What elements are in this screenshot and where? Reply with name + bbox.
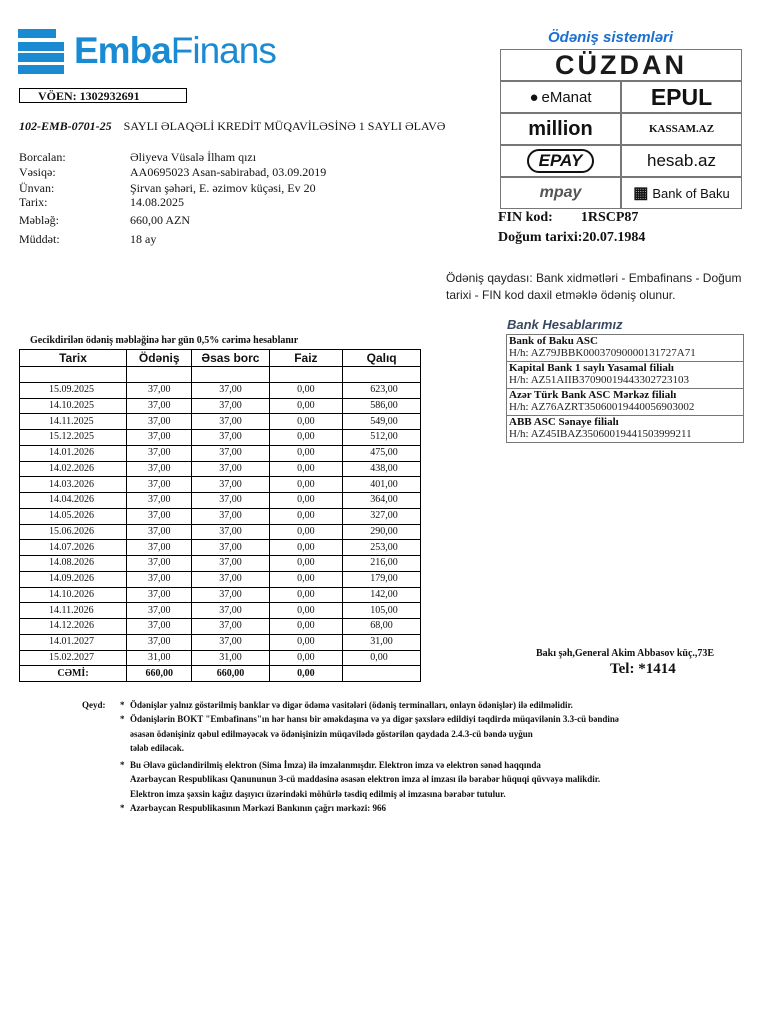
table-cell: 327,00 xyxy=(343,508,421,524)
emanat-logo: ● eManat xyxy=(500,81,621,113)
table-row xyxy=(20,634,421,650)
table-row xyxy=(20,619,421,635)
table-cell: 37,00 xyxy=(192,508,269,524)
table-cell: 37,00 xyxy=(192,524,269,540)
bank-entry: Kapital Bank 1 saylı Yasamal filialı H/h: AZ51AIIB37090019443302723103 xyxy=(507,362,743,389)
table-cell: 290,00 xyxy=(343,524,421,540)
office-address: Bakı şəh,General Akim Abbasov küç.,73E xyxy=(536,648,715,659)
table-cell: 37,00 xyxy=(127,508,192,524)
table-cell: 14.01.2027 xyxy=(20,634,127,650)
table-cell: 68,00 xyxy=(343,619,421,635)
table-cell: 37,00 xyxy=(127,603,192,619)
table-cell: 0,00 xyxy=(269,414,343,430)
table-cell: 512,00 xyxy=(343,430,421,446)
table-cell: 15.06.2026 xyxy=(20,524,127,540)
contract-heading xyxy=(19,119,445,134)
fin-code: FIN kod: 1RSCP87 xyxy=(498,210,639,225)
table-cell: 0,00 xyxy=(269,445,343,461)
table-row xyxy=(20,477,421,493)
table-cell: 37,00 xyxy=(127,382,192,398)
bank-entry: Bank of Baku ASC H/h: AZ79JBBK00037090000131727A71 xyxy=(507,335,743,362)
table-cell: 37,00 xyxy=(192,587,269,603)
table-cell: 253,00 xyxy=(343,540,421,556)
table-cell: 623,00 xyxy=(343,382,421,398)
table-cell: 0,00 xyxy=(269,619,343,635)
table-cell: 37,00 xyxy=(127,619,192,635)
voen-box: VÖEN: 1302932691 xyxy=(19,88,187,103)
col-odenis: Ödəniş xyxy=(127,350,192,367)
table-cell: 37,00 xyxy=(127,556,192,572)
table-cell: 37,00 xyxy=(192,430,269,446)
table-cell: 37,00 xyxy=(127,571,192,587)
table-cell: 14.04.2026 xyxy=(20,493,127,509)
table-row-empty xyxy=(20,367,421,383)
table-cell: 37,00 xyxy=(192,477,269,493)
table-header xyxy=(20,350,421,367)
table-cell: 37,00 xyxy=(127,587,192,603)
table-row xyxy=(20,571,421,587)
table-cell: 475,00 xyxy=(343,445,421,461)
table-cell: 0,00 xyxy=(269,477,343,493)
logo-part1: Emba xyxy=(74,30,171,71)
table-cell: 0,00 xyxy=(269,493,343,509)
table-row xyxy=(20,556,421,572)
table-row xyxy=(20,414,421,430)
table-cell: 0,00 xyxy=(269,634,343,650)
table-cell: 14.01.2026 xyxy=(20,445,127,461)
table-row xyxy=(20,430,421,446)
table-cell: 0,00 xyxy=(269,524,343,540)
table-cell: 142,00 xyxy=(343,587,421,603)
table-cell: 364,00 xyxy=(343,493,421,509)
table-cell: 37,00 xyxy=(192,556,269,572)
table-cell: 14.11.2026 xyxy=(20,603,127,619)
table-row xyxy=(20,524,421,540)
payment-order-text: Ödəniş qaydası: Bank xidmətləri - Embafinans - Doğum tarixi - FIN kod daxil etməklə ödəniş olunur. xyxy=(446,271,742,302)
table-cell: 0,00 xyxy=(269,430,343,446)
table-cell: 0,00 xyxy=(269,571,343,587)
table-cell: 37,00 xyxy=(192,445,269,461)
bank-accounts-title: Bank Hesablarımız xyxy=(507,317,623,332)
bank-of-baku-logo: ▦ Bank of Baku xyxy=(621,177,742,209)
payment-systems-title: Ödəniş sistemləri xyxy=(548,29,674,46)
table-row xyxy=(20,650,421,666)
table-cell: 37,00 xyxy=(192,398,269,414)
col-qaliq: Qalıq xyxy=(343,350,421,367)
logo-mark-icon xyxy=(18,28,64,74)
table-cell: 0,00 xyxy=(269,587,343,603)
table-cell: 37,00 xyxy=(127,398,192,414)
table-cell: 37,00 xyxy=(127,461,192,477)
table-cell: 37,00 xyxy=(192,493,269,509)
table-cell: 14.08.2026 xyxy=(20,556,127,572)
table-cell: 37,00 xyxy=(192,382,269,398)
table-cell: 179,00 xyxy=(343,571,421,587)
bank-accounts-box xyxy=(506,334,744,443)
total-cell: 660,00 xyxy=(192,666,269,682)
table-cell: 401,00 xyxy=(343,477,421,493)
table-cell: 15.02.2027 xyxy=(20,650,127,666)
table-row xyxy=(20,382,421,398)
table-row xyxy=(20,398,421,414)
table-cell: 105,00 xyxy=(343,603,421,619)
table-cell: 14.10.2026 xyxy=(20,587,127,603)
telephone: Tel: *1414 xyxy=(610,661,676,677)
table-cell: 0,00 xyxy=(269,508,343,524)
table-row xyxy=(20,540,421,556)
table-cell: 14.07.2026 xyxy=(20,540,127,556)
table-cell: 37,00 xyxy=(192,461,269,477)
table-cell: 37,00 xyxy=(127,445,192,461)
payment-schedule-table xyxy=(19,349,421,682)
payment-systems-grid xyxy=(500,49,742,209)
logo-part2: Finans xyxy=(170,30,276,71)
table-cell: 0,00 xyxy=(269,650,343,666)
logo-text xyxy=(74,28,276,74)
table-cell: 37,00 xyxy=(192,634,269,650)
table-cell: 549,00 xyxy=(343,414,421,430)
table-cell: 14.03.2026 xyxy=(20,477,127,493)
table-cell: 37,00 xyxy=(127,477,192,493)
table-row xyxy=(20,508,421,524)
table-cell: 37,00 xyxy=(127,414,192,430)
table-cell: 37,00 xyxy=(192,540,269,556)
table-cell: 31,00 xyxy=(192,650,269,666)
epul-logo: EPUL xyxy=(621,81,742,113)
penalty-note: Gecikdirilən ödəniş məbləğinə hər gün 0,5% cərimə hesablanır xyxy=(30,335,299,346)
table-cell: 216,00 xyxy=(343,556,421,572)
table-cell: 14.12.2026 xyxy=(20,619,127,635)
table-cell: 31,00 xyxy=(343,634,421,650)
contract-title: SAYLI ƏLAQƏLİ KREDİT MÜQAVİLƏSİNƏ 1 SAYLI ƏLAVƏ xyxy=(123,119,446,133)
table-cell: 586,00 xyxy=(343,398,421,414)
table-cell: 31,00 xyxy=(127,650,192,666)
table-total-row xyxy=(20,666,421,682)
col-tarix: Tarix xyxy=(20,350,127,367)
table-cell: 37,00 xyxy=(192,603,269,619)
table-row xyxy=(20,603,421,619)
table-cell: 0,00 xyxy=(269,461,343,477)
table-cell: 0,00 xyxy=(269,382,343,398)
table-row xyxy=(20,493,421,509)
table-cell: 15.09.2025 xyxy=(20,382,127,398)
embafinans-logo xyxy=(18,28,290,74)
table-cell: 37,00 xyxy=(192,571,269,587)
table-cell: 438,00 xyxy=(343,461,421,477)
table-cell: 0,00 xyxy=(343,650,421,666)
total-cell xyxy=(343,666,421,682)
bank-entry: Azər Türk Bank ASC Mərkəz filialı H/h: AZ76AZRT35060019440056903002 xyxy=(507,389,743,416)
table-cell: 0,00 xyxy=(269,603,343,619)
table-cell: 15.12.2025 xyxy=(20,430,127,446)
col-faiz: Faiz xyxy=(269,350,343,367)
hesab-logo: hesab.az xyxy=(621,145,742,177)
contract-number: 102-EMB-0701-25 xyxy=(19,119,112,133)
table-cell: 0,00 xyxy=(269,398,343,414)
total-cell: CƏMİ: xyxy=(20,666,127,682)
table-cell: 14.05.2026 xyxy=(20,508,127,524)
kassam-logo: KASSAM.AZ xyxy=(621,113,742,145)
total-cell: 660,00 xyxy=(127,666,192,682)
table-cell: 0,00 xyxy=(269,556,343,572)
table-cell: 37,00 xyxy=(127,493,192,509)
table-cell: 37,00 xyxy=(127,524,192,540)
mpay-logo: mpay xyxy=(500,177,621,209)
table-row xyxy=(20,461,421,477)
table-cell: 0,00 xyxy=(269,540,343,556)
table-cell: 37,00 xyxy=(192,619,269,635)
table-cell: 14.09.2026 xyxy=(20,571,127,587)
table-row xyxy=(20,445,421,461)
bank-entry: ABB ASC Sənaye filialı H/h: AZ45IBAZ35060019441503999211 xyxy=(509,416,692,440)
cuzdan-logo: CÜZDAN xyxy=(500,49,742,81)
total-cell: 0,00 xyxy=(269,666,343,682)
col-esas-borc: Əsas borc xyxy=(192,350,269,367)
million-logo: million xyxy=(500,113,621,145)
table-cell: 37,00 xyxy=(192,414,269,430)
birth-date: Doğum tarixi:20.07.1984 xyxy=(498,230,646,245)
table-row xyxy=(20,587,421,603)
table-cell: 14.10.2025 xyxy=(20,398,127,414)
epay-logo: EPAY xyxy=(500,145,621,177)
table-cell: 37,00 xyxy=(127,430,192,446)
table-cell: 14.02.2026 xyxy=(20,461,127,477)
table-cell: 37,00 xyxy=(127,540,192,556)
notes-label: Qeyd: xyxy=(82,700,106,710)
table-cell: 14.11.2025 xyxy=(20,414,127,430)
table-cell: 37,00 xyxy=(127,634,192,650)
